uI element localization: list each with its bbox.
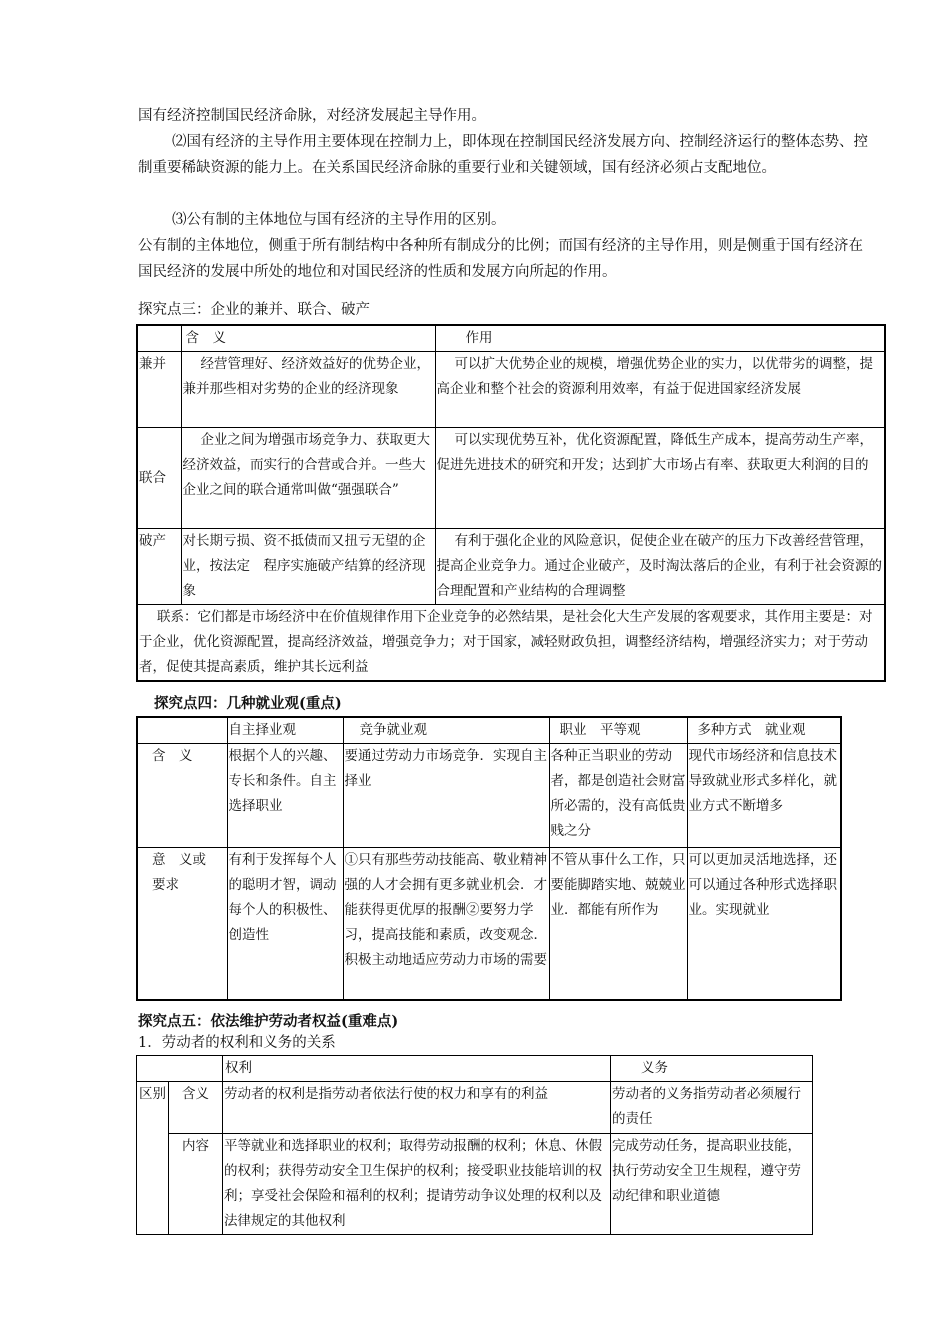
header-self: 自主择业观 <box>227 717 343 744</box>
intro-paragraph-4: 公有制的主体地位，侧重于所有制结构中各种所有制成分的比例；而国有经济的主导作用，则是侧重于国有经济在国民经济的发展中所处的地位和对国民经济的性质和发展方向所起的作用。 <box>138 238 863 280</box>
row-label: 联合 <box>137 428 181 529</box>
row-effect: 可以实现优势互补，优化资源配置，降低生产成本，提高劳动生产率，促进先进技术的研究和开发；达到扩大市场占有率、获取更大利润的目的 <box>435 428 885 529</box>
table-row <box>137 352 885 428</box>
row-label: 含义 <box>169 1082 223 1134</box>
row-meaning: 经营管理好、经济效益好的优势企业，兼并那些相对劣势的企业的经济现象 <box>181 352 435 428</box>
row-meaning: 企业之间为增强市场竞争力、获取更大经济效益，而实行的合营或合并。一些大企业之间的联合通常叫做“强强联合” <box>181 428 435 529</box>
row-label: 破产 <box>137 529 181 605</box>
table-row <box>137 529 885 605</box>
header-meaning: 含 义 <box>181 325 435 352</box>
header-competition: 竞争就业观 <box>343 717 549 744</box>
cell: 平等就业和选择职业的权利；取得劳动报酬的权利；休息、休假的权利；获得劳动安全卫生保护的权利；接受职业技能培训的权利；享受社会保险和福利的权利；提请劳动争议处理的权利以及法律规定的其他权利 <box>223 1134 611 1235</box>
cell: 不管从事什么工作，只要能脚踏实地、兢兢业业．都能有所作为 <box>549 848 687 1000</box>
section5-heading: 探究点五：依法维护劳动者权益(重难点) <box>138 1013 399 1030</box>
cell: 可以更加灵活地选择，还可以通过各种形式选择职业。实现就业 <box>687 848 841 1000</box>
cell: 劳动者的义务指劳动者必须履行的责任 <box>611 1082 813 1134</box>
table-header-row <box>137 717 841 744</box>
table-row <box>137 428 885 529</box>
section4-heading: 探究点四：几种就业观(重点) <box>154 695 342 712</box>
table-header-row <box>137 325 885 352</box>
table-header-row <box>137 1056 813 1082</box>
intro-paragraph-3: ⑶公有制的主体地位与国有经济的主导作用的区别。 <box>172 212 506 228</box>
table-row <box>137 1134 813 1235</box>
table-row <box>137 605 885 682</box>
merger-table <box>136 324 886 682</box>
link-summary: 联系：它们都是市场经济中在价值规律作用下企业竞争的必然结果，是社会化大生产发展的客观要求，其作用主要是：对于企业，优化资源配置，提高经济效益，增强竞争力；对于国家，减轻财政负担，调整经济结构，增强经济实力；对于劳动者，促使其提高素质，维护其长远利益 <box>137 605 885 682</box>
header-rights: 权利 <box>223 1056 611 1082</box>
row-effect: 可以扩大优势企业的规模，增强优势企业的实力，以优带劣的调整，提高企业和整个社会的资源利用效率，有益于促进国家经济发展 <box>435 352 885 428</box>
intro-paragraph-2: ⑵国有经济的主导作用主要体现在控制力上，即体现在控制国民经济发展方向、控制经济运行的整体态势、控制重要稀缺资源的能力上。在关系国民经济命脉的重要行业和关键领域，国有经济必须占支配地位。 <box>138 134 868 176</box>
cell: ①只有那些劳动技能高、敬业精神强的人才会拥有更多就业机会．才能获得更优厚的报酬②要努力学习，提高技能和素质，改变观念．积极主动地适应劳动力市场的需要 <box>343 848 549 1000</box>
section3-heading: 探究点三：企业的兼并、联合、破产 <box>138 302 370 318</box>
cell: 劳动者的权利是指劳动者依法行使的权力和享有的利益 <box>223 1082 611 1134</box>
header-equality: 职业 平等观 <box>549 717 687 744</box>
row-meaning: 对长期亏损、资不抵债而又扭亏无望的企业，按法定 程序实施破产结算的经济现象 <box>181 529 435 605</box>
row-label: 兼并 <box>137 352 181 428</box>
header-duties: 义务 <box>611 1056 813 1082</box>
row-label: 意 义或 要求 <box>137 848 227 1000</box>
header-diverse: 多种方式 就业观 <box>687 717 841 744</box>
group-label: 区别 <box>137 1082 169 1235</box>
row-label: 内容 <box>169 1134 223 1235</box>
cell: 有利于发挥每个人的聪明才智，调动每个人的积极性、创造性 <box>227 848 343 1000</box>
row-effect: 有利于强化企业的风险意识，促使企业在破产的压力下改善经营管理，提高企业竞争力。通过企业破产，及时淘汰落后的企业，有利于社会资源的合理配置和产业结构的合理调整 <box>435 529 885 605</box>
cell: 完成劳动任务，提高职业技能，执行劳动安全卫生规程，遵守劳动纪律和职业道德 <box>611 1134 813 1235</box>
intro-paragraph-1: 国有经济控制国民经济命脉，对经济发展起主导作用。 <box>138 108 486 124</box>
section5-subheading: 1．劳动者的权利和义务的关系 <box>138 1035 336 1051</box>
row-label: 含 义 <box>137 744 227 848</box>
header-effect: 作用 <box>435 325 885 352</box>
table-row <box>137 848 841 1000</box>
table-row <box>137 1082 813 1134</box>
cell: 根据个人的兴趣、专长和条件。自主选择职业 <box>227 744 343 848</box>
employment-table <box>136 716 842 1001</box>
cell: 各种正当职业的劳动者，都是创造社会财富所必需的，没有高低贵贱之分 <box>549 744 687 848</box>
table-row <box>137 744 841 848</box>
cell: 现代市场经济和信息技术导致就业形式多样化，就业方式不断增多 <box>687 744 841 848</box>
rights-table <box>136 1055 813 1235</box>
cell: 要通过劳动力市场竞争．实现自主择业 <box>343 744 549 848</box>
